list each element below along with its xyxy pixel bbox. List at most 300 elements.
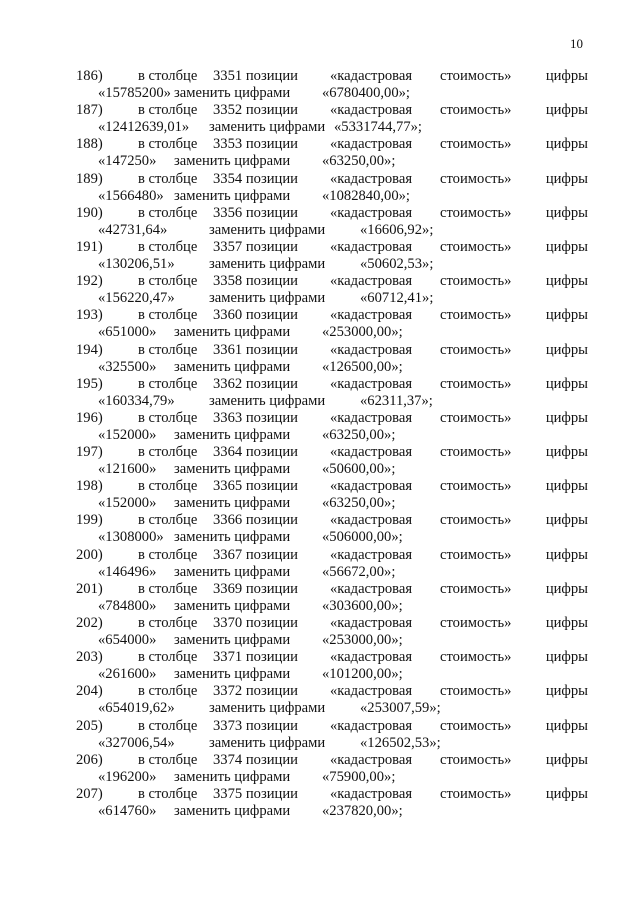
in-column-text: в столбце: [138, 580, 198, 597]
replace-text: заменить цифрами: [174, 768, 291, 785]
item-line-1: [76, 649, 588, 666]
old-value: «614760»: [98, 802, 157, 819]
item-line-1: [76, 581, 588, 598]
position-word: позиции: [245, 341, 298, 358]
new-value: «5331744,77»;: [334, 119, 422, 136]
new-value: «62311,37»;: [360, 392, 433, 409]
new-value: «63250,00»;: [322, 426, 396, 443]
digits-text: цифры: [545, 444, 588, 461]
list-item: [76, 273, 588, 307]
item-line-2: [76, 85, 588, 102]
item-line-1: [76, 444, 588, 461]
cadastral-text: «кадастровая: [330, 238, 413, 255]
column-value: 3367: [213, 546, 243, 563]
old-value: «325500»: [98, 358, 157, 375]
item-line-2: [76, 427, 588, 444]
item-line-1: [76, 273, 588, 290]
column-number: [213, 307, 298, 324]
column-value: 3362: [213, 375, 243, 392]
list-item: [76, 376, 588, 410]
cost-text: стоимость»: [440, 136, 512, 153]
column-value: 3370: [213, 615, 243, 631]
in-column-text: в столбце: [138, 409, 198, 426]
old-value: «651000»: [98, 324, 157, 341]
position-word: позиции: [245, 751, 298, 768]
list-item: [76, 205, 588, 239]
cadastral-text: «кадастровая: [330, 478, 413, 495]
item-line-2: [76, 461, 588, 478]
new-value: «16606,92»;: [360, 221, 434, 238]
replace-text: заменить цифрами: [209, 119, 326, 136]
cost-text: стоимость»: [440, 375, 512, 392]
cost-text: стоимость»: [440, 546, 512, 563]
item-line-2: [76, 632, 588, 649]
item-line-1: [76, 752, 588, 769]
item-line-1: [76, 102, 588, 119]
old-value: «147250»: [98, 153, 157, 170]
old-value: «121600»: [98, 461, 157, 478]
old-value: «152000»: [98, 495, 157, 512]
in-column-text: в столбце: [138, 512, 198, 529]
item-line-2: [76, 222, 588, 239]
cadastral-text: «кадастровая: [330, 102, 413, 119]
list-item: [76, 171, 588, 205]
in-column-text: в столбце: [138, 751, 198, 768]
column-number: [213, 547, 298, 564]
list-item: [76, 547, 588, 581]
digits-text: цифры: [545, 546, 588, 563]
item-line-2: [76, 188, 588, 205]
position-word: позиции: [245, 273, 298, 290]
position-word: позиции: [245, 580, 298, 597]
item-number: 196): [76, 409, 103, 426]
cost-text: стоимость»: [440, 307, 512, 324]
cadastral-text: «кадастровая: [330, 512, 413, 529]
digits-text: цифры: [545, 785, 588, 802]
item-number: 187): [76, 102, 103, 119]
digits-text: цифры: [545, 102, 588, 119]
item-line-1: [76, 307, 588, 324]
cost-text: стоимость»: [440, 204, 512, 221]
column-value: 3354: [213, 170, 243, 187]
cadastral-text: «кадастровая: [330, 683, 413, 700]
column-value: 3357: [213, 238, 243, 255]
cost-text: стоимость»: [440, 170, 512, 187]
cadastral-text: «кадастровая: [330, 204, 413, 221]
replace-text: заменить цифрами: [209, 392, 326, 409]
list-item: [76, 718, 588, 752]
in-column-text: в столбце: [138, 341, 198, 358]
in-column-text: в столбце: [138, 478, 198, 495]
list-item: [76, 136, 588, 170]
cadastral-text: «кадастровая: [330, 68, 413, 84]
digits-text: цифры: [545, 238, 588, 255]
cost-text: стоимость»: [440, 683, 512, 700]
position-word: позиции: [245, 546, 298, 563]
column-number: [213, 376, 298, 393]
item-number: 204): [76, 683, 103, 700]
digits-text: цифры: [545, 717, 588, 734]
list-item: [76, 683, 588, 717]
position-word: позиции: [245, 683, 298, 700]
item-line-2: [76, 393, 588, 410]
old-value: «12412639,01»: [98, 119, 190, 136]
column-number: [213, 102, 298, 119]
in-column-text: в столбце: [138, 238, 198, 255]
list-item: [76, 68, 588, 102]
position-word: позиции: [245, 204, 298, 221]
old-value: «15785200»: [98, 85, 171, 101]
item-line-1: [76, 512, 588, 529]
column-number: [213, 171, 298, 188]
item-number: 192): [76, 273, 103, 290]
cost-text: стоимость»: [440, 68, 512, 84]
column-value: 3365: [213, 478, 243, 495]
cost-text: стоимость»: [440, 785, 512, 802]
replace-text: заменить цифрами: [209, 290, 326, 307]
column-value: 3360: [213, 307, 243, 324]
replace-text: заменить цифрами: [209, 734, 326, 751]
digits-text: цифры: [545, 341, 588, 358]
position-word: позиции: [245, 409, 298, 426]
position-word: позиции: [245, 307, 298, 324]
cost-text: стоимость»: [440, 409, 512, 426]
column-number: [213, 342, 298, 359]
position-word: позиции: [245, 478, 298, 495]
amendment-list: [76, 68, 588, 820]
item-line-2: [76, 803, 588, 820]
digits-text: цифры: [545, 512, 588, 529]
item-line-1: [76, 68, 588, 85]
item-line-2: [76, 735, 588, 752]
item-line-1: [76, 205, 588, 222]
item-line-1: [76, 615, 588, 632]
in-column-text: в столбце: [138, 375, 198, 392]
in-column-text: в столбце: [138, 649, 198, 666]
in-column-text: в столбце: [138, 683, 198, 700]
item-line-2: [76, 700, 588, 717]
column-value: 3375: [213, 785, 243, 802]
item-line-2: [76, 666, 588, 683]
new-value: «253000,00»;: [322, 632, 403, 648]
item-line-2: [76, 256, 588, 273]
cadastral-text: «кадастровая: [330, 444, 413, 461]
item-number: 189): [76, 170, 103, 187]
new-value: «50602,53»;: [360, 255, 434, 272]
column-number: [213, 683, 298, 700]
replace-text: заменить цифрами: [174, 495, 291, 512]
new-value: «6780400,00»;: [322, 85, 410, 101]
item-number: 199): [76, 512, 103, 529]
column-number: [213, 136, 298, 153]
position-word: позиции: [245, 512, 298, 529]
position-word: позиции: [245, 238, 298, 255]
cost-text: стоимость»: [440, 273, 512, 290]
digits-text: цифры: [545, 136, 588, 153]
item-line-1: [76, 239, 588, 256]
list-item: [76, 307, 588, 341]
old-value: «654019,62»: [98, 700, 175, 717]
new-value: «63250,00»;: [322, 153, 396, 170]
new-value: «237820,00»;: [322, 802, 403, 819]
cadastral-text: «кадастровая: [330, 785, 413, 802]
item-line-2: [76, 598, 588, 615]
replace-text: заменить цифрами: [209, 700, 326, 717]
item-line-2: [76, 324, 588, 341]
column-number: [213, 581, 298, 598]
item-line-1: [76, 683, 588, 700]
old-value: «42731,64»: [98, 221, 168, 238]
item-line-2: [76, 359, 588, 376]
replace-text: заменить цифрами: [209, 221, 326, 238]
in-column-text: в столбце: [138, 444, 198, 461]
column-number: [213, 615, 298, 632]
column-number: [213, 512, 298, 529]
item-line-1: [76, 478, 588, 495]
list-item: [76, 444, 588, 478]
position-word: позиции: [245, 102, 298, 119]
item-line-2: [76, 529, 588, 546]
position-word: позиции: [245, 649, 298, 666]
column-value: 3363: [213, 409, 243, 426]
in-column-text: в столбце: [138, 717, 198, 734]
position-word: позиции: [245, 615, 298, 631]
item-line-2: [76, 290, 588, 307]
item-number: 200): [76, 546, 103, 563]
old-value: «196200»: [98, 768, 157, 785]
old-value: «146496»: [98, 563, 157, 580]
digits-text: цифры: [545, 273, 588, 290]
new-value: «126502,53»;: [360, 734, 441, 751]
cadastral-text: «кадастровая: [330, 375, 413, 392]
column-number: [213, 649, 298, 666]
column-value: 3361: [213, 341, 243, 358]
item-line-1: [76, 410, 588, 427]
new-value: «50600,00»;: [322, 461, 396, 478]
cadastral-text: «кадастровая: [330, 751, 413, 768]
position-word: позиции: [245, 136, 298, 153]
digits-text: цифры: [545, 375, 588, 392]
cost-text: стоимость»: [440, 615, 512, 631]
new-value: «63250,00»;: [322, 495, 396, 512]
item-line-1: [76, 547, 588, 564]
replace-text: заменить цифрами: [174, 563, 291, 580]
cost-text: стоимость»: [440, 238, 512, 255]
cadastral-text: «кадастровая: [330, 717, 413, 734]
replace-text: заменить цифрами: [174, 597, 291, 614]
digits-text: цифры: [545, 478, 588, 495]
column-number: [213, 273, 298, 290]
old-value: «152000»: [98, 426, 157, 443]
position-word: позиции: [245, 717, 298, 734]
cadastral-text: «кадастровая: [330, 580, 413, 597]
item-line-2: [76, 495, 588, 512]
item-number: 202): [76, 615, 103, 631]
position-word: позиции: [245, 170, 298, 187]
old-value: «1308000»: [98, 529, 164, 546]
item-line-1: [76, 786, 588, 803]
column-value: 3369: [213, 580, 243, 597]
item-number: 191): [76, 238, 103, 255]
digits-text: цифры: [545, 307, 588, 324]
in-column-text: в столбце: [138, 68, 198, 84]
replace-text: заменить цифрами: [174, 461, 291, 478]
replace-text: заменить цифрами: [174, 187, 291, 204]
column-value: 3372: [213, 683, 243, 700]
column-value: 3371: [213, 649, 243, 666]
old-value: «1566480»: [98, 187, 164, 204]
item-number: 186): [76, 68, 103, 84]
new-value: «126500,00»;: [322, 358, 403, 375]
column-value: 3351: [213, 68, 243, 84]
replace-text: заменить цифрами: [174, 153, 291, 170]
item-line-2: [76, 153, 588, 170]
in-column-text: в столбце: [138, 102, 198, 119]
column-value: 3352: [213, 102, 243, 119]
old-value: «327006,54»: [98, 734, 175, 751]
item-line-1: [76, 136, 588, 153]
new-value: «506000,00»;: [322, 529, 403, 546]
new-value: «253000,00»;: [322, 324, 403, 341]
column-value: 3373: [213, 717, 243, 734]
new-value: «56672,00»;: [322, 563, 396, 580]
column-number: [213, 786, 298, 803]
page-number: 10: [570, 36, 583, 51]
cadastral-text: «кадастровая: [330, 273, 413, 290]
old-value: «261600»: [98, 666, 157, 683]
column-number: [213, 410, 298, 427]
in-column-text: в столбце: [138, 136, 198, 153]
list-item: [76, 478, 588, 512]
list-item: [76, 102, 588, 136]
column-number: [213, 718, 298, 735]
digits-text: цифры: [545, 751, 588, 768]
new-value: «303600,00»;: [322, 597, 403, 614]
column-number: [213, 68, 298, 85]
item-number: 198): [76, 478, 103, 495]
replace-text: заменить цифрами: [209, 255, 326, 272]
column-value: 3356: [213, 204, 243, 221]
item-number: 197): [76, 444, 103, 461]
item-number: 188): [76, 136, 103, 153]
item-number: 195): [76, 375, 103, 392]
item-number: 190): [76, 204, 103, 221]
in-column-text: в столбце: [138, 204, 198, 221]
digits-text: цифры: [545, 615, 588, 631]
cost-text: стоимость»: [440, 649, 512, 666]
cadastral-text: «кадастровая: [330, 615, 413, 631]
item-number: 203): [76, 649, 103, 666]
digits-text: цифры: [545, 204, 588, 221]
list-item: [76, 649, 588, 683]
old-value: «156220,47»: [98, 290, 175, 307]
item-line-1: [76, 376, 588, 393]
item-number: 193): [76, 307, 103, 324]
new-value: «75900,00»;: [322, 768, 396, 785]
in-column-text: в столбце: [138, 170, 198, 187]
column-value: 3364: [213, 444, 243, 461]
item-number: 194): [76, 341, 103, 358]
column-number: [213, 478, 298, 495]
new-value: «253007,59»;: [360, 700, 441, 717]
digits-text: цифры: [545, 683, 588, 700]
column-number: [213, 239, 298, 256]
replace-text: заменить цифрами: [174, 358, 291, 375]
list-item: [76, 512, 588, 546]
digits-text: цифры: [545, 170, 588, 187]
column-number: [213, 444, 298, 461]
item-line-2: [76, 564, 588, 581]
item-line-2: [76, 119, 588, 136]
replace-text: заменить цифрами: [174, 666, 291, 683]
cadastral-text: «кадастровая: [330, 341, 413, 358]
cost-text: стоимость»: [440, 478, 512, 495]
position-word: позиции: [245, 68, 298, 84]
item-line-1: [76, 718, 588, 735]
digits-text: цифры: [545, 580, 588, 597]
position-word: позиции: [245, 375, 298, 392]
list-item: [76, 342, 588, 376]
cost-text: стоимость»: [440, 102, 512, 119]
cadastral-text: «кадастровая: [330, 170, 413, 187]
column-value: 3366: [213, 512, 243, 529]
new-value: «1082840,00»;: [322, 187, 410, 204]
position-word: позиции: [245, 785, 298, 802]
cadastral-text: «кадастровая: [330, 136, 413, 153]
cost-text: стоимость»: [440, 512, 512, 529]
cost-text: стоимость»: [440, 580, 512, 597]
old-value: «654000»: [98, 632, 157, 648]
item-line-1: [76, 342, 588, 359]
item-number: 201): [76, 580, 103, 597]
column-value: 3358: [213, 273, 243, 290]
new-value: «101200,00»;: [322, 666, 403, 683]
cadastral-text: «кадастровая: [330, 546, 413, 563]
replace-text: заменить цифрами: [174, 632, 291, 648]
replace-text: заменить цифрами: [174, 324, 291, 341]
list-item: [76, 615, 588, 649]
cost-text: стоимость»: [440, 444, 512, 461]
item-line-2: [76, 769, 588, 786]
replace-text: заменить цифрами: [174, 529, 291, 546]
in-column-text: в столбце: [138, 785, 198, 802]
old-value: «130206,51»: [98, 255, 175, 272]
in-column-text: в столбце: [138, 615, 198, 631]
replace-text: заменить цифрами: [174, 85, 291, 101]
in-column-text: в столбце: [138, 307, 198, 324]
column-value: 3374: [213, 751, 243, 768]
item-number: 207): [76, 785, 103, 802]
list-item: [76, 410, 588, 444]
old-value: «160334,79»: [98, 392, 175, 409]
cadastral-text: «кадастровая: [330, 307, 413, 324]
list-item: [76, 239, 588, 273]
list-item: [76, 581, 588, 615]
item-number: 205): [76, 717, 103, 734]
cadastral-text: «кадастровая: [330, 649, 413, 666]
column-number: [213, 205, 298, 222]
item-line-1: [76, 171, 588, 188]
replace-text: заменить цифрами: [174, 802, 291, 819]
digits-text: цифры: [545, 68, 588, 84]
in-column-text: в столбце: [138, 273, 198, 290]
list-item: [76, 786, 588, 820]
cost-text: стоимость»: [440, 341, 512, 358]
column-value: 3353: [213, 136, 243, 153]
position-word: позиции: [245, 444, 298, 461]
item-number: 206): [76, 751, 103, 768]
new-value: «60712,41»;: [360, 290, 434, 307]
